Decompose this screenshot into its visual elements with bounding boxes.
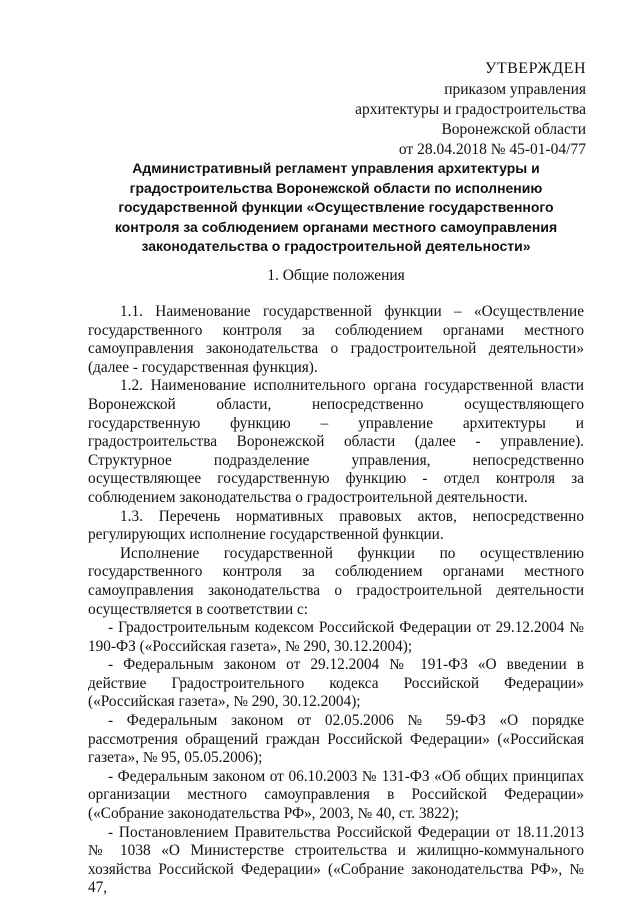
paragraph-1-3: 1.3. Перечень нормативных правовых актов, непосредственно регулирующих исполнение государственной функции. <box>88 507 584 544</box>
approval-line: Воронежской области <box>441 121 586 138</box>
list-item: - Постановлением Правительства Российской Федерации от 18.11.2013 № 1038 «О Министерстве строительства и жилищно-коммунального хозяйства Российской Федерации» («Собрание законодательства РФ», № 47, <box>88 823 584 897</box>
list-item: - Федеральным законом от 02.05.2006 № 59-ФЗ «О порядке рассмотрения обращений граждан Российской Федерации» («Российская газета», № 95, 05.05.2006); <box>88 712 584 767</box>
approval-title: УТВЕРЖДЕН <box>485 60 586 77</box>
list-item: - Градостроительным кодексом Российской Федерации от 29.12.2004 № 190-ФЗ («Российская газета», № 290, 30.12.2004); <box>88 619 584 655</box>
paragraph-1-2: 1.2. Наименование исполнительного органа государственной власти Воронежской области, непосредственно осуществляющего государственную функцию – управление архитектуры и градостроительства Воронежской области (далее - управление). Структурное подразделение управления, непосредственно осуществляющее государственную функцию - отдел контроля за соблюдением законодательства о градостроительной деятельности. <box>88 377 584 506</box>
approval-line: архитектуры и градостроительства <box>355 101 586 118</box>
approval-date-line: от 28.04.2018 № 45-01-04/77 <box>398 141 586 158</box>
section-body <box>88 303 584 898</box>
list-item: - Федеральным законом от 29.12.2004 № 191-ФЗ «О введении в действие Градостроительного кодекса Российской Федерации» («Российская газета», № 290, 30.12.2004); <box>88 656 584 711</box>
document-title: Административный регламент управления архитектуры и градостроительства Воронежской области по исполнению государственной функции «Осуществление государственного контроля за соблюдением органами местного самоуправления законодательства о градостроительной деятельности» <box>114 160 558 254</box>
paragraph-1-1: 1.1. Наименование государственной функции – «Осуществление государственного контроля за соблюдением органами местного самоуправления законодательства о градостроительной деятельности» (далее - государственная функция). <box>88 303 584 376</box>
section-heading: 1. Общие положения <box>267 267 405 284</box>
approval-stamp <box>340 58 586 160</box>
paragraph-intro: Исполнение государственной функции по осуществлению государственного контроля за соблюдением органами местного самоуправления законодательства о градостроительной деятельности осуществляется в соответствии с: <box>88 544 584 618</box>
approval-line: приказом управления <box>444 81 586 98</box>
list-item: - Федеральным законом от 06.10.2003 № 131-ФЗ «Об общих принципах организации местного самоуправления в Российской Федерации» («Собрание законодательства РФ», 2003, № 40, ст. 3822); <box>88 767 584 823</box>
